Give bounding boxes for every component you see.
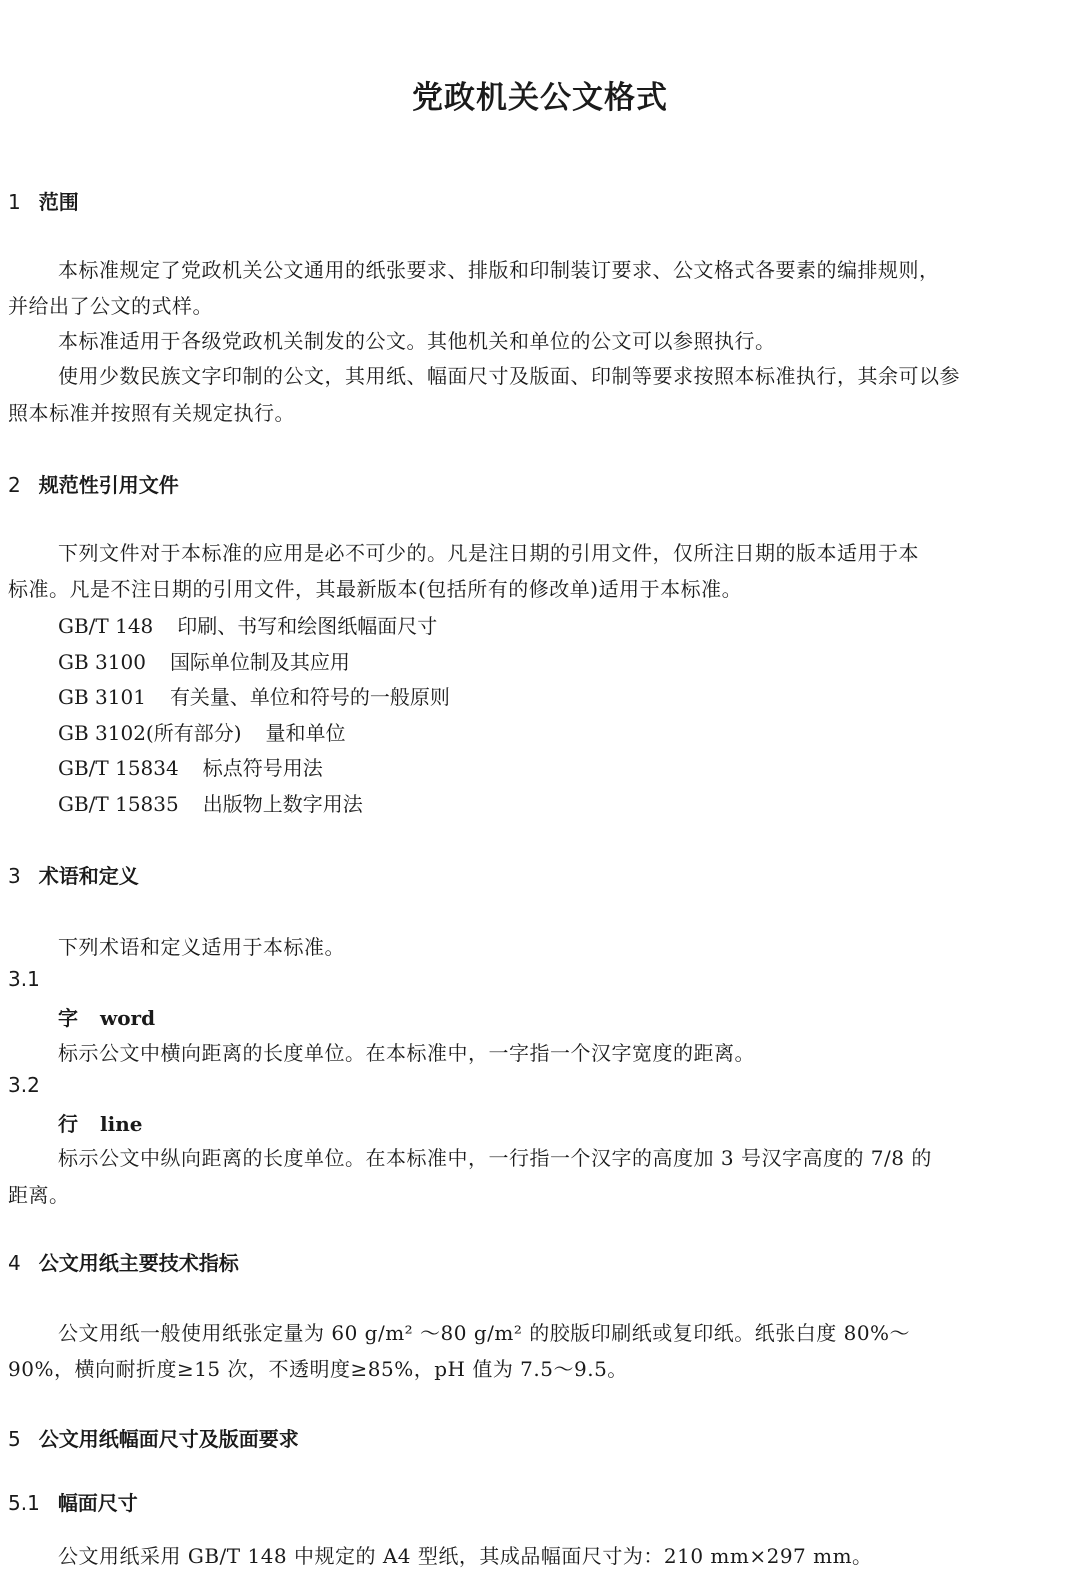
reference-item: GB 3102(所有部分) 量和单位 bbox=[58, 721, 346, 745]
subsection-5-1-para: 公文用纸采用 GB/T 148 中规定的 A4 型纸，其成品幅面尺寸为：210 mm×297 mm。 bbox=[58, 1544, 873, 1568]
section-2-number: 2 bbox=[8, 473, 21, 497]
section-1-title: 范围 bbox=[38, 190, 79, 214]
section-3-intro: 下列术语和定义适用于本标准。 bbox=[58, 935, 345, 959]
section-2-heading bbox=[8, 469, 179, 498]
section-1-para-1-line-1: 本标准规定了党政机关公文通用的纸张要求、排版和印制装订要求、公文格式各要素的编排规则， bbox=[58, 258, 940, 282]
term-2-number: 3.2 bbox=[8, 1073, 40, 1097]
section-2-para-1-line-2: 标准。凡是不注日期的引用文件，其最新版本(包括所有的修改单)适用于本标准。 bbox=[8, 577, 743, 601]
reference-item: GB 3100 国际单位制及其应用 bbox=[58, 650, 350, 674]
section-5-title: 公文用纸幅面尺寸及版面要求 bbox=[38, 1427, 299, 1451]
section-4-heading bbox=[8, 1247, 239, 1276]
section-1-para-1-line-2: 并给出了公文的式样。 bbox=[8, 294, 213, 318]
term-1-definition: 标示公文中横向距离的长度单位。在本标准中，一字指一个汉字宽度的距离。 bbox=[58, 1041, 755, 1065]
document-title: 党政机关公文格式 bbox=[412, 80, 668, 116]
term-1-number: 3.1 bbox=[8, 967, 40, 991]
section-1-heading bbox=[8, 186, 79, 215]
section-1-para-2: 本标准适用于各级党政机关制发的公文。其他机关和单位的公文可以参照执行。 bbox=[58, 329, 776, 353]
section-4-para-line-1: 公文用纸一般使用纸张定量为 60 g/m² ～80 g/m² 的胶版印刷纸或复印纸。纸张白度 80%～ bbox=[58, 1321, 911, 1345]
subsection-5-1-heading bbox=[8, 1487, 138, 1516]
section-1-number: 1 bbox=[8, 190, 21, 214]
section-3-title: 术语和定义 bbox=[38, 864, 139, 888]
section-4-title: 公文用纸主要技术指标 bbox=[38, 1251, 239, 1275]
reference-item: GB/T 15835 出版物上数字用法 bbox=[58, 792, 363, 816]
term-2-definition-line-1: 标示公文中纵向距离的长度单位。在本标准中，一行指一个汉字的高度加 3 号汉字高度的 7/8 的 bbox=[58, 1146, 932, 1170]
section-2-para-1-line-1: 下列文件对于本标准的应用是必不可少的。凡是注日期的引用文件，仅所注日期的版本适用于本 bbox=[58, 541, 919, 565]
section-2-title: 规范性引用文件 bbox=[38, 473, 179, 497]
section-5-heading bbox=[8, 1423, 299, 1452]
term-2-heading: 行 line bbox=[58, 1112, 143, 1136]
section-3-heading bbox=[8, 860, 139, 889]
section-1-para-3-line-2: 照本标准并按照有关规定执行。 bbox=[8, 401, 295, 425]
reference-item: GB 3101 有关量、单位和符号的一般原则 bbox=[58, 685, 450, 709]
subsection-5-1-title: 幅面尺寸 bbox=[57, 1491, 138, 1515]
reference-item: GB/T 15834 标点符号用法 bbox=[58, 756, 323, 780]
term-1-heading: 字 word bbox=[58, 1006, 156, 1030]
reference-item: GB/T 148 印刷、书写和绘图纸幅面尺寸 bbox=[58, 614, 438, 638]
term-2-definition-line-2: 距离。 bbox=[8, 1183, 70, 1207]
subsection-5-1-number: 5.1 bbox=[8, 1491, 40, 1515]
section-3-number: 3 bbox=[8, 864, 21, 888]
section-4-para-line-2: 90%，横向耐折度≥15 次，不透明度≥85%，pH 值为 7.5～9.5。 bbox=[8, 1357, 628, 1381]
section-4-number: 4 bbox=[8, 1251, 21, 1275]
section-5-number: 5 bbox=[8, 1427, 21, 1451]
section-1-para-3-line-1: 使用少数民族文字印制的公文，其用纸、幅面尺寸及版面、印制等要求按照本标准执行，其余可以参 bbox=[58, 364, 960, 388]
